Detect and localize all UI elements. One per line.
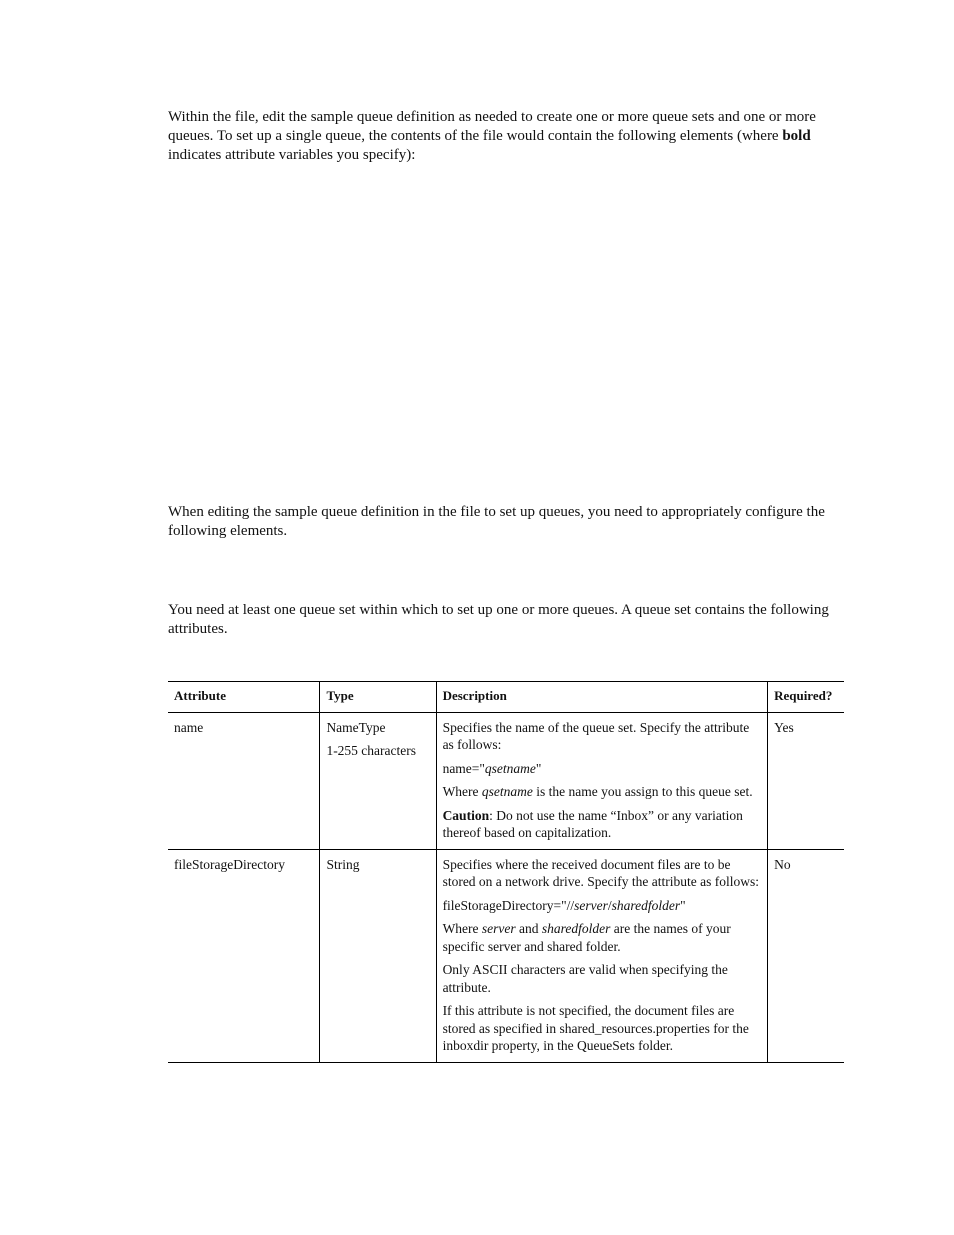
table-row xyxy=(168,849,844,1062)
cell-type: NameType 1-255 characters xyxy=(320,712,436,849)
cell-attribute: fileStorageDirectory xyxy=(168,849,320,1062)
cell-type: String xyxy=(320,849,436,1062)
edit-paragraph: When editing the sample queue definition in the file to set up queues, you need to appropriately configure the following elements. xyxy=(168,504,825,539)
queueset-paragraph: You need at least one queue set within which to set up one or more queues. A queue set contains the following attributes. xyxy=(168,602,829,637)
caution-note: Caution: Do not use the name “Inbox” or any variation thereof based on capitalization. xyxy=(442,807,743,840)
cell-attribute: name xyxy=(168,712,320,849)
cell-description: Specifies where the received document files are to be stored on a network drive. Specify the attribute as follows: fileStorageDirectory="//server/sharedfolder" Where server and sharedfolder are the names of your specific server and shared folder. Only ASCII characters are valid when specifying the attribute. If this attribute is not specified, the document files are stored as specified in shared_resources.properties for the inboxdir property, in the QueueSets folder. xyxy=(436,849,768,1062)
cell-required: No xyxy=(768,849,844,1062)
header-description: Description xyxy=(436,682,768,713)
syntax-line: fileStorageDirectory="//server/sharedfolder" xyxy=(442,897,686,913)
table-row xyxy=(168,712,844,849)
syntax-line: name="qsetname" xyxy=(442,760,542,776)
header-type: Type xyxy=(320,682,436,713)
bold-keyword: bold xyxy=(782,128,811,144)
header-required: Required? xyxy=(768,682,844,713)
queueset-attributes-table xyxy=(168,681,844,1063)
cell-required: Yes xyxy=(768,712,844,849)
header-attribute: Attribute xyxy=(168,682,320,713)
intro-paragraph: Within the file, edit the sample queue definition as needed to create one or more queue sets and one or more queues. To set up a single queue, the contents of the file would contain the following elements (where bold indicates attribute variables you specify): xyxy=(168,109,816,163)
table-header-row xyxy=(168,682,844,713)
cell-description: Specifies the name of the queue set. Specify the attribute as follows: name="qsetname" Where qsetname is the name you assign to this queue set. Caution: Do not use the name “Inbox” or any variation thereof based on capitalization. xyxy=(436,712,768,849)
